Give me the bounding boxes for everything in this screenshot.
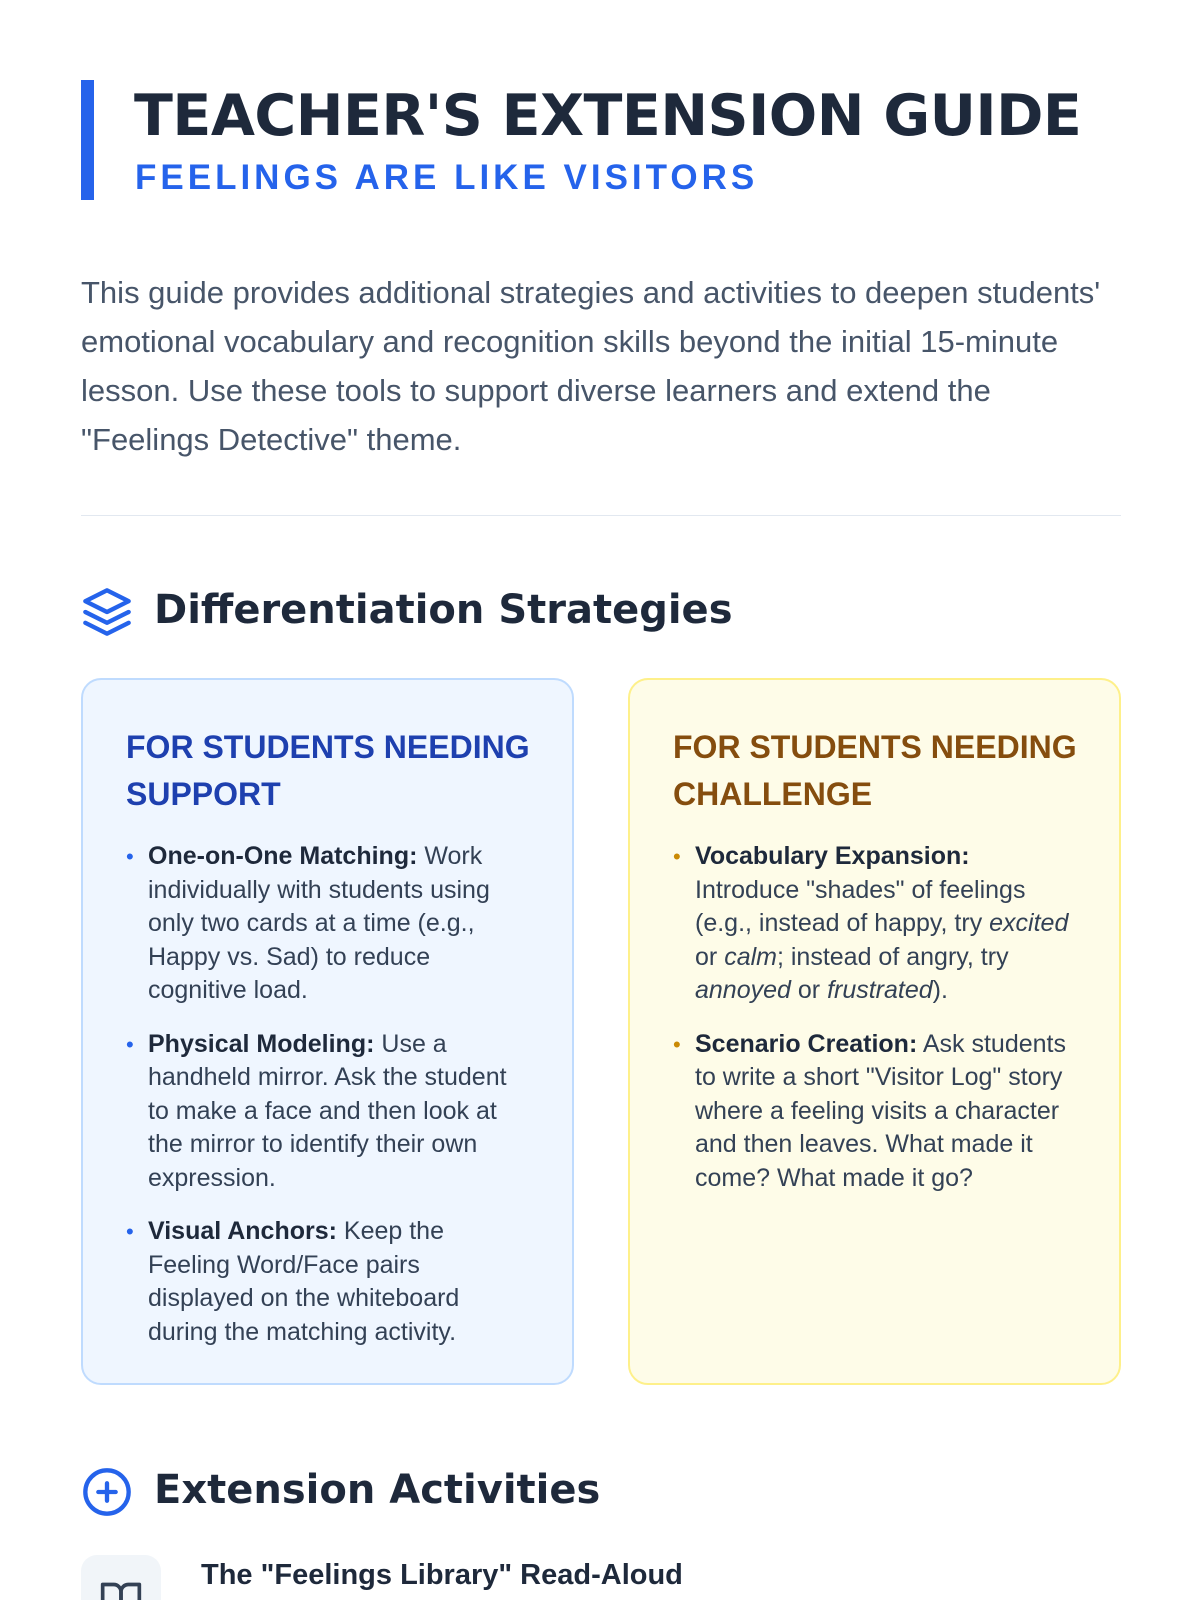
bullet: • bbox=[673, 1031, 681, 1057]
activity-title: The "Feelings Library" Read-Aloud bbox=[201, 1559, 683, 1591]
support-card-title: FOR STUDENTS NEEDING SUPPORT bbox=[126, 729, 530, 812]
list-item bbox=[126, 1028, 532, 1196]
bullet: • bbox=[126, 844, 134, 869]
section-title: Extension Activities bbox=[154, 1467, 601, 1513]
item-text: Keep the Feeling Word/Face pairs displayed on the whiteboard during the matching activity. bbox=[148, 1217, 460, 1346]
activity-item bbox=[81, 1555, 1121, 1600]
item-text: Ask students to write a short "Visitor Log" story where a feeling visits a character and then leaves. What made it come? What made it go? bbox=[695, 1029, 1066, 1192]
item-label: Visual Anchors: bbox=[148, 1217, 337, 1245]
intro-paragraph: This guide provides additional strategies and activities to deepen students' emotional vocabulary and recognition skills beyond the initial 15-minute lesson. Use these tools to support diverse learners and extend the "Feelings Detective" theme. bbox=[81, 275, 1101, 457]
item-text: or bbox=[790, 976, 828, 1004]
list-item bbox=[673, 840, 1079, 1008]
page-subtitle: FEELINGS ARE LIKE VISITORS bbox=[135, 158, 759, 197]
item-text: Introduce "shades" of feelings (e.g., instead of happy, try bbox=[695, 875, 1026, 937]
item-label: Vocabulary Expansion: bbox=[695, 842, 970, 870]
plus-circle-icon bbox=[81, 1466, 133, 1518]
support-list bbox=[126, 840, 532, 1349]
section-heading-extension bbox=[81, 1460, 1121, 1520]
support-card bbox=[81, 678, 574, 1385]
activity-icon-box bbox=[81, 1555, 161, 1600]
page-header bbox=[81, 80, 1121, 200]
book-icon bbox=[99, 1579, 143, 1600]
item-text: Work individually with students using only two cards at a time (e.g., Happy vs. Sad) to reduce cognitive load. bbox=[148, 842, 490, 1004]
section-heading-differentiation bbox=[81, 580, 1121, 640]
bullet: • bbox=[673, 844, 681, 869]
challenge-card-title: FOR STUDENTS NEEDING CHALLENGE bbox=[673, 729, 1077, 812]
item-text: or bbox=[695, 942, 725, 971]
bullet: • bbox=[126, 1219, 134, 1244]
challenge-card bbox=[628, 678, 1121, 1385]
bullet: • bbox=[126, 1031, 134, 1057]
item-text: ). bbox=[932, 976, 948, 1004]
item-text: Use a handheld mirror. Ask the student to make a face and then look at the mirror to identify their own expression. bbox=[148, 1029, 507, 1192]
item-label: One-on-One Matching: bbox=[148, 842, 418, 870]
layers-icon bbox=[81, 586, 133, 638]
emphasis-word: frustrated bbox=[827, 976, 933, 1004]
list-item bbox=[673, 1028, 1079, 1196]
item-text: ; instead of angry, try bbox=[776, 942, 1009, 971]
item-label: Physical Modeling: bbox=[148, 1029, 375, 1058]
list-item bbox=[126, 1215, 532, 1349]
emphasis-word: calm bbox=[724, 942, 777, 971]
page-title: TEACHER'S EXTENSION GUIDE bbox=[134, 83, 1082, 149]
emphasis-word: excited bbox=[989, 909, 1069, 937]
item-label: Scenario Creation: bbox=[695, 1029, 918, 1058]
section-title: Differentiation Strategies bbox=[154, 587, 733, 633]
emphasis-word: annoyed bbox=[695, 976, 791, 1004]
header-accent-bar bbox=[81, 80, 94, 200]
challenge-list bbox=[673, 840, 1079, 1195]
list-item bbox=[126, 840, 532, 1008]
section-divider bbox=[81, 515, 1121, 516]
